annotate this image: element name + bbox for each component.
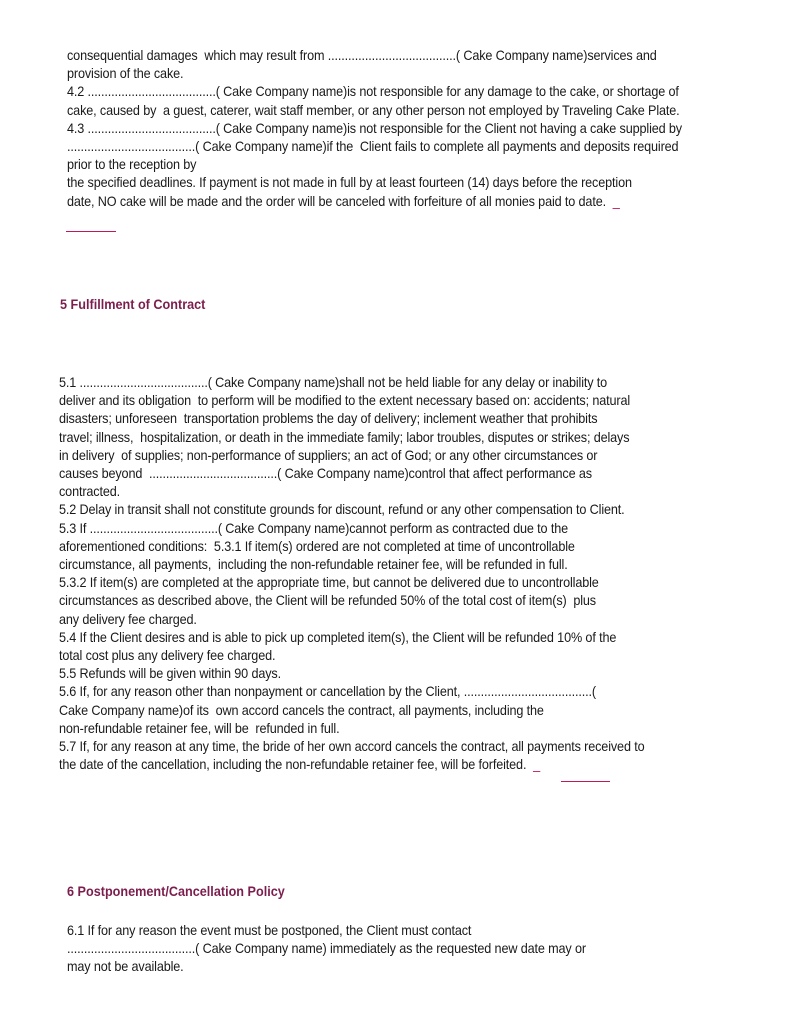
s5-line-8: 5.2 Delay in transit shall not constitute grounds for discount, refund or any other compensation to Client. bbox=[59, 502, 625, 518]
s4-line-9 bbox=[67, 193, 682, 211]
s6-line-3: may not be available. bbox=[67, 959, 184, 975]
revision-underline bbox=[66, 231, 116, 232]
s5-line-9: 5.3 If ......................................( Cake Company name)cannot perform as contracted due to the bbox=[59, 520, 568, 536]
s5-line-10: aforementioned conditions: 5.3.1 If item(s) ordered are not completed at time of uncontrollable bbox=[59, 538, 575, 554]
s5-line-11: circumstance, all payments, including the non-refundable retainer fee, will be refunded in full. bbox=[59, 557, 568, 573]
s6-line-1: 6.1 If for any reason the event must be postponed, the Client must contact bbox=[67, 923, 472, 938]
revision-mark-2: _ bbox=[533, 757, 540, 773]
section-6-body bbox=[67, 922, 625, 977]
s5-line-21: 5.7 If, for any reason at any time, the bride of her own accord cancels the contract, all payments received to bbox=[59, 739, 645, 755]
s5-line-22 bbox=[59, 756, 644, 774]
s5-line-6: causes beyond ......................................( Cake Company name)control that affect performance as bbox=[59, 466, 592, 482]
s5-line-20: non-refundable retainer fee, will be refunded in full. bbox=[59, 720, 340, 736]
s5-line-16: total cost plus any delivery fee charged. bbox=[59, 648, 276, 664]
s5-line-18: 5.6 If, for any reason other than nonpayment or cancellation by the Client, ......................................( bbox=[59, 684, 596, 700]
s4-line-2: provision of the cake. bbox=[67, 66, 184, 82]
s4-line-7: prior to the reception by bbox=[67, 157, 197, 173]
revision-underline-2 bbox=[561, 781, 610, 782]
s4-line-8: the specified deadlines. If payment is not made in full by at least fourteen (14) days before the reception bbox=[67, 175, 632, 191]
s5-line-17: 5.5 Refunds will be given within 90 days. bbox=[59, 666, 281, 682]
section-6-heading: 6 Postponement/Cancellation Policy bbox=[67, 884, 285, 899]
s4-line-4: cake, caused by a guest, caterer, wait staff member, or any other person not employed by Traveling Cake Plate. bbox=[67, 102, 680, 118]
section-4-body bbox=[67, 47, 728, 211]
s4-line-5: 4.3 ......................................( Cake Company name)is not responsible for the Client not having a cake supplied by bbox=[67, 120, 682, 136]
s5-line-2: deliver and its obligation to perform will be modified to the extent necessary based on: accidents; natural bbox=[59, 393, 631, 409]
s5-line-19: Cake Company name)of its own accord cancels the contract, all payments, including the bbox=[59, 702, 544, 718]
s5-line-13: circumstances as described above, the Client will be refunded 50% of the total cost of item(s) plus bbox=[59, 593, 596, 609]
s4-line-6: ......................................( Cake Company name)if the Client fails to complete all payments and deposits required bbox=[67, 139, 679, 155]
s5-line-14: any delivery fee charged. bbox=[59, 611, 197, 627]
s5-line-15: 5.4 If the Client desires and is able to pick up completed item(s), the Client will be refunded 10% of the bbox=[59, 629, 617, 645]
revision-mark: _ bbox=[612, 193, 620, 209]
s4-line-9-text: date, NO cake will be made and the order will be canceled with forfeiture of all monies paid to date. bbox=[67, 193, 606, 209]
s6-line-2: ......................................( Cake Company name) immediately as the requested new date may or bbox=[67, 941, 586, 957]
s5-line-7: contracted. bbox=[59, 484, 121, 500]
section-5-heading: 5 Fulfillment of Contract bbox=[60, 297, 206, 312]
s5-line-4: travel; illness, hospitalization, or death in the immediate family; labor troubles, disputes or strikes; delays bbox=[59, 429, 630, 445]
s5-line-3: disasters; unforeseen transportation problems the day of delivery; inclement weather that prohibits bbox=[59, 411, 598, 427]
s4-line-3: 4.2 ......................................( Cake Company name)is not responsible for any damage to the cake, or shortage of bbox=[67, 84, 679, 100]
s5-line-1: 5.1 ......................................( Cake Company name)shall not be held liable for any delay or inability to bbox=[59, 375, 608, 390]
s4-line-1: consequential damages which may result from ......................................( Cake Company name)services and bbox=[67, 48, 657, 63]
s5-line-22-text: the date of the cancellation, including the non-refundable retainer fee, will be forfeited. bbox=[59, 757, 527, 773]
s5-line-5: in delivery of supplies; non-performance of suppliers; an act of God; or any other circumstances or bbox=[59, 447, 598, 463]
section-5-body bbox=[59, 374, 689, 774]
s5-line-12: 5.3.2 If item(s) are completed at the appropriate time, but cannot be delivered due to uncontrollable bbox=[59, 575, 599, 591]
